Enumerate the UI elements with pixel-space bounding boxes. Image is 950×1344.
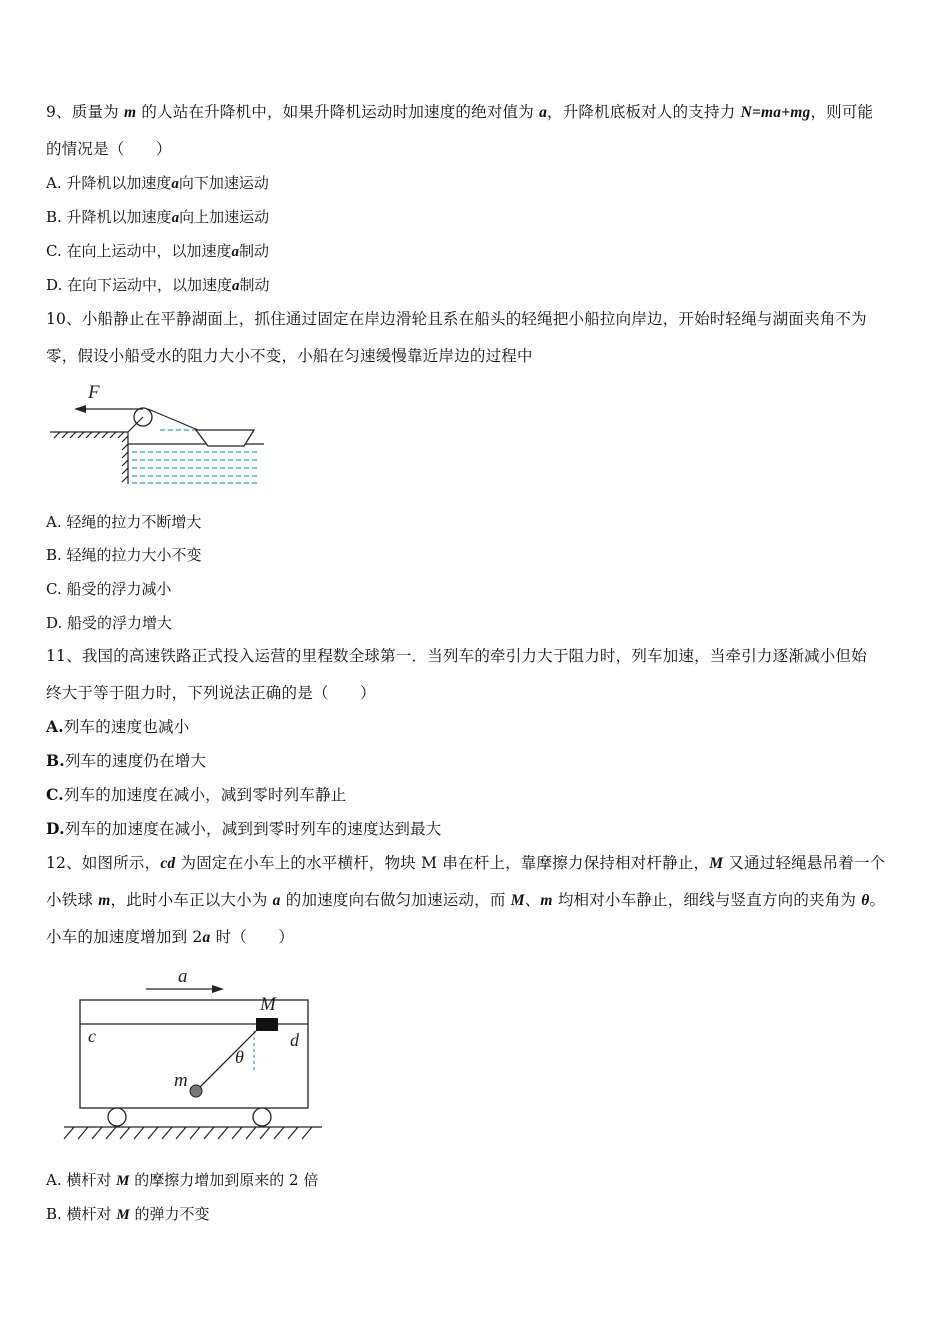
q10-stem-line1: 10、小船静止在平静湖面上，抓住通过固定在岸边滑轮且系在船头的轻绳把小船拉向岸边，开始时轻绳与湖面夹角不为 [46,310,867,328]
formula: N=ma+mg [740,104,811,121]
wheel-right-icon [253,1108,271,1126]
q9-option-b[interactable]: B. 升降机以加速度a向上加速运动 [46,208,270,226]
q11-option-a[interactable]: A.列车的速度也减小 [46,717,190,736]
q9-option-d[interactable]: D. 在向下运动中，以加速度a制动 [46,276,270,294]
label-c: c [88,1026,96,1046]
q9-option-c[interactable]: C. 在向上运动中，以加速度a制动 [46,242,269,260]
q12-stem-line2: 小铁球 m，此时小车正以大小为 a 的加速度向右做匀加速运动，而 M、m 均相对小车静止，细线与竖直方向的夹角为 θ。 [46,891,886,909]
q12-stem-line3: 小车的加速度增加到 2a 时（ ） [46,928,295,946]
q10-option-c[interactable]: C. 船受的浮力减小 [46,580,172,598]
q11-option-b[interactable]: B.列车的速度仍在增大 [46,751,207,770]
wheel-left-icon [108,1108,126,1126]
q11-stem-line2: 终大于等于阻力时，下列说法正确的是（ ） [46,684,376,702]
label-d: d [290,1030,299,1050]
q12-stem-line1: 12、如图所示，cd 为固定在小车上的水平横杆，物块 M 串在杆上，靠摩擦力保持相对杆静止，M 又通过轻绳悬吊着一个 [46,854,886,872]
label-m: m [174,1070,188,1091]
var-m: m [124,104,137,121]
bank-wall [122,432,128,484]
q10-stem-line2: 零，假设小船受水的阻力大小不变，小船在匀速缓慢靠近岸边的过程中 [46,347,533,365]
label-M: M [260,994,276,1015]
var-a: a [539,104,548,121]
q12-option-b[interactable]: B. 横杆对 M 的弹力不变 [46,1205,210,1223]
q10-option-b[interactable]: B. 轻绳的拉力大小不变 [46,546,202,564]
ground-hatch [50,432,128,438]
label-theta: θ [235,1047,244,1067]
ground-hatch [64,1127,312,1139]
q11-option-c[interactable]: C.列车的加速度在减小，减到零时列车静止 [46,785,347,804]
q9-stem-line1: 9、质量为 m 的人站在升降机中，如果升降机运动时加速度的绝对值为 a，升降机底板对人的支持力 N=ma+mg，则可能 [46,103,874,121]
q10-option-a[interactable]: A. 轻绳的拉力不断增大 [46,513,202,531]
rope [148,409,198,430]
block-M [256,1018,278,1031]
q9-stem-line2: 的情况是（ ） [46,140,172,158]
q10-boat-figure [48,376,268,488]
q11-option-d[interactable]: D.列车的加速度在减小，减到到零时列车的速度达到最大 [46,819,442,838]
accel-label: a [178,966,188,987]
q9-option-a[interactable]: A. 升降机以加速度a向下加速运动 [46,174,269,192]
q10-option-d[interactable]: D. 船受的浮力增大 [46,614,173,632]
q11-stem-line1: 11、我国的高速铁路正式投入运营的里程数全球第一．当列车的牵引力大于阻力时，列车加速，当牵引力逐渐减小但始 [46,647,867,665]
ball-icon [190,1085,202,1097]
force-label: F [88,382,100,403]
q12-option-a[interactable]: A. 横杆对 M 的摩擦力增加到原来的 2 倍 [46,1171,319,1189]
q12-cart-figure [60,962,326,1144]
